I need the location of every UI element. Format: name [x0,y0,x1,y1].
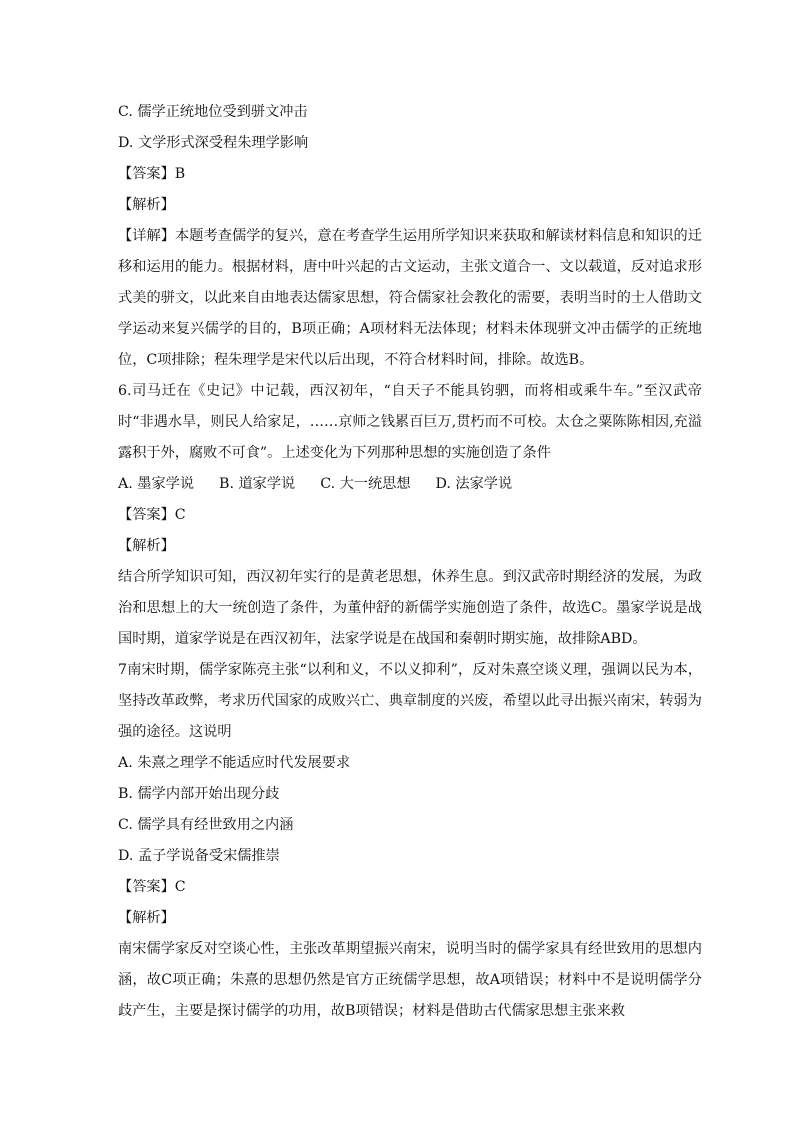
q6-option-c: C. 大一统思想 [320,476,411,492]
q6-option-a: A. 墨家学说 [118,476,195,492]
q6-stem: 6.司马迁在《史记》中记载，西汉初年，“自天子不能具钧驷，而将相或乘牛车。”至汉武帝时“非遇水旱，则民人给家足，……京师之钱累百巨万,贯朽而不可校。太仓之粟陈陈相因,充溢露积于外，腐败不可食”。上述变化为下列那种思想的实施创造了条件 [118,383,702,461]
q5-option-c: C. 儒学正统地位受到骈文冲击 [118,104,308,120]
q7-option-b: B. 儒学内部开始出现分歧 [118,786,280,802]
q5-analysis-label: 【解析】 [118,197,175,213]
q6-analysis: 结合所学知识可知，西汉初年实行的是黄老思想，休养生息。到汉武帝时期经济的发展，为政治和思想上的大一统创造了条件，为董仲舒的新儒学实施创造了条件，故选C。墨家学说是战国时期，道家学说是在西汉初年，法家学说是在战国和秦朝时期实施，故排除ABD。 [118,569,702,647]
q7-analysis-label: 【解析】 [118,910,175,926]
q7-stem: 7南宋时期，儒学家陈亮主张“以利和义，不以义抑利”，反对朱熹空谈义理，强调以民为本，坚持改革政弊，考求历代国家的成败兴亡、典章制度的兴废，希望以此寻出振兴南宋，转弱为强的途径。这说明 [118,662,702,740]
q7-analysis: 南宋儒学家反对空谈心性，主张改革期望振兴南宋，说明当时的儒学家具有经世致用的思想内涵，故C项正确；朱熹的思想仍然是官方正统儒学思想，故A项错误；材料中不是说明儒学分歧产生，主要是探讨儒学的功用，故B项错误；材料是借助古代儒家思想主张来救 [118,941,702,1019]
q6-answer: 【答案】C [118,507,186,523]
q5-detail: 【详解】本题考查儒学的复兴，意在考查学生运用所学知识来获取和解读材料信息和知识的迁移和运用的能力。根据材料，唐中叶兴起的古文运动，主张文道合一、文以载道，反对追求形式美的骈文，以此来自由地表达儒家思想，符合儒家社会教化的需要，表明当时的士人借助文学运动来复兴儒学的目的，B项正确；A项材料无法体现；材料未体现骈文冲击儒学的正统地位，C项排除；程朱理学是宋代以后出现，不符合材料时间，排除。故选B。 [118,228,702,368]
q7-option-a: A. 朱熹之理学不能适应时代发展要求 [118,755,351,771]
q6-analysis-label: 【解析】 [118,538,175,554]
q6-options [118,469,702,500]
q7-answer: 【答案】C [118,879,186,895]
q5-option-d: D. 文学形式深受程朱理学影响 [118,135,309,151]
q6-option-b: B. 道家学说 [219,476,296,492]
q7-option-d: D. 孟子学说备受宋儒推崇 [118,848,280,864]
q5-answer: 【答案】B [118,166,186,182]
q6-option-d: D. 法家学说 [435,476,513,492]
q7-option-c: C. 儒学具有经世致用之内涵 [118,817,294,833]
